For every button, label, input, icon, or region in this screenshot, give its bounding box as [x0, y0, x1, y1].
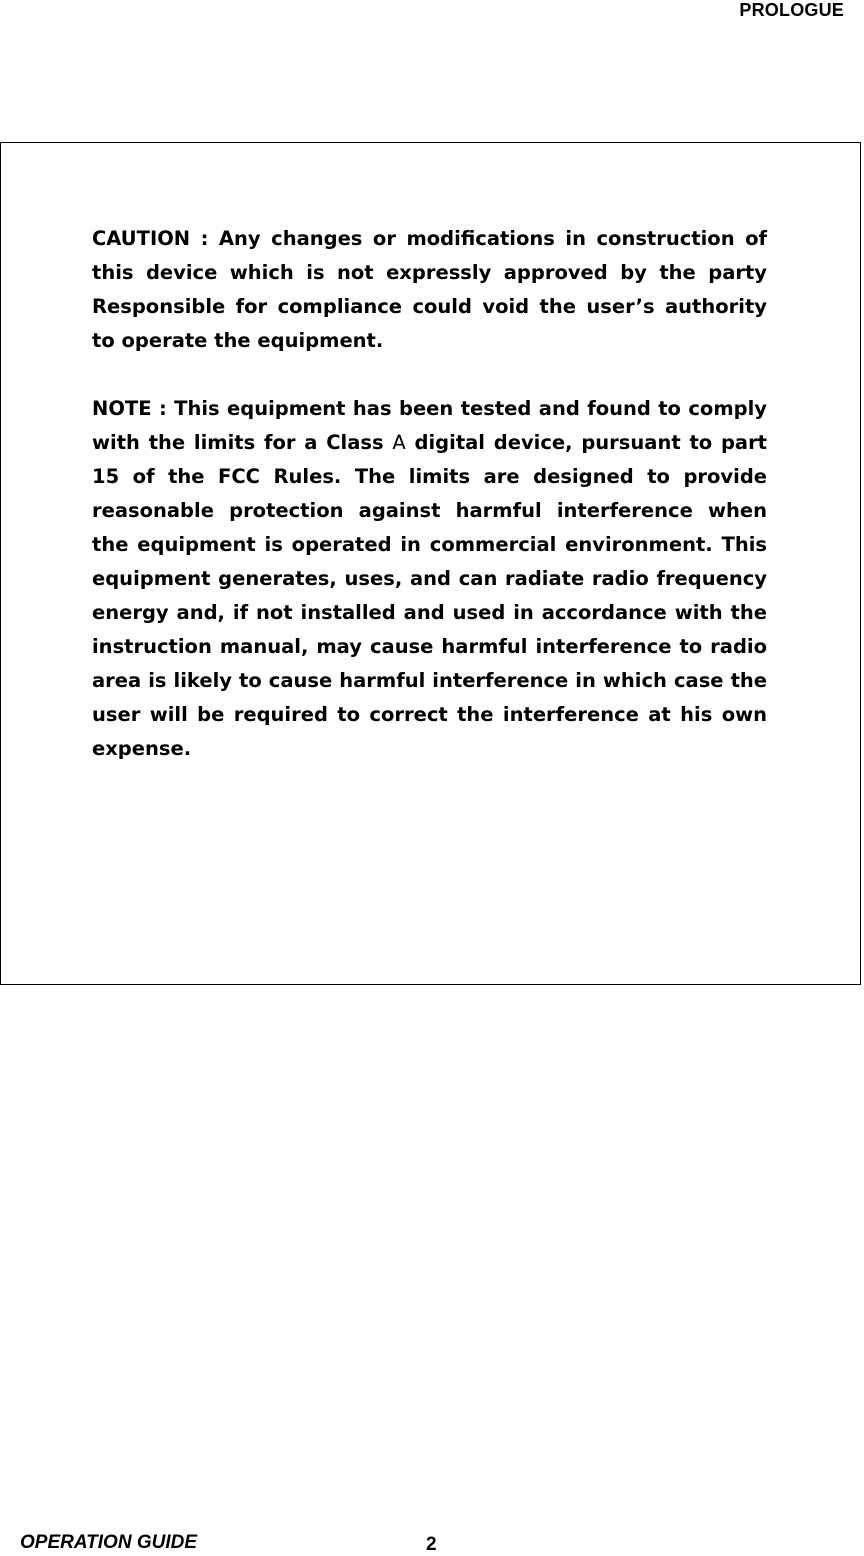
note-paragraph — [92, 392, 767, 766]
page-number: 2 — [426, 1534, 437, 1555]
caution-paragraph: CAUTION : Any changes or modifications in construction of this device which is not expressly approved by the party Responsible for compliance could void the user’s authority to operate the equipment. — [92, 227, 767, 352]
note-text-start: NOTE : This equipment has been tested and found to comply with the limits for a Class — [92, 397, 767, 454]
footer-guide-label: OPERATION GUIDE — [20, 1532, 197, 1553]
notice-text — [92, 222, 767, 766]
device-class: A — [392, 431, 406, 454]
note-text-end: digital device, pursuant to part 15 of the FCC Rules. The limits are designed to provide reasonable protection against harmful interference when the equipment is operated in commercial environment. This equipment generates, uses, and can radiate radio frequency energy and, if not installed and used in accordance with the instruction manual, may cause harmful interference to radio area is likely to cause harmful interference in which case the user will be required to correct the interference at his own expense. — [92, 431, 768, 760]
section-title: PROLOGUE — [739, 0, 844, 20]
